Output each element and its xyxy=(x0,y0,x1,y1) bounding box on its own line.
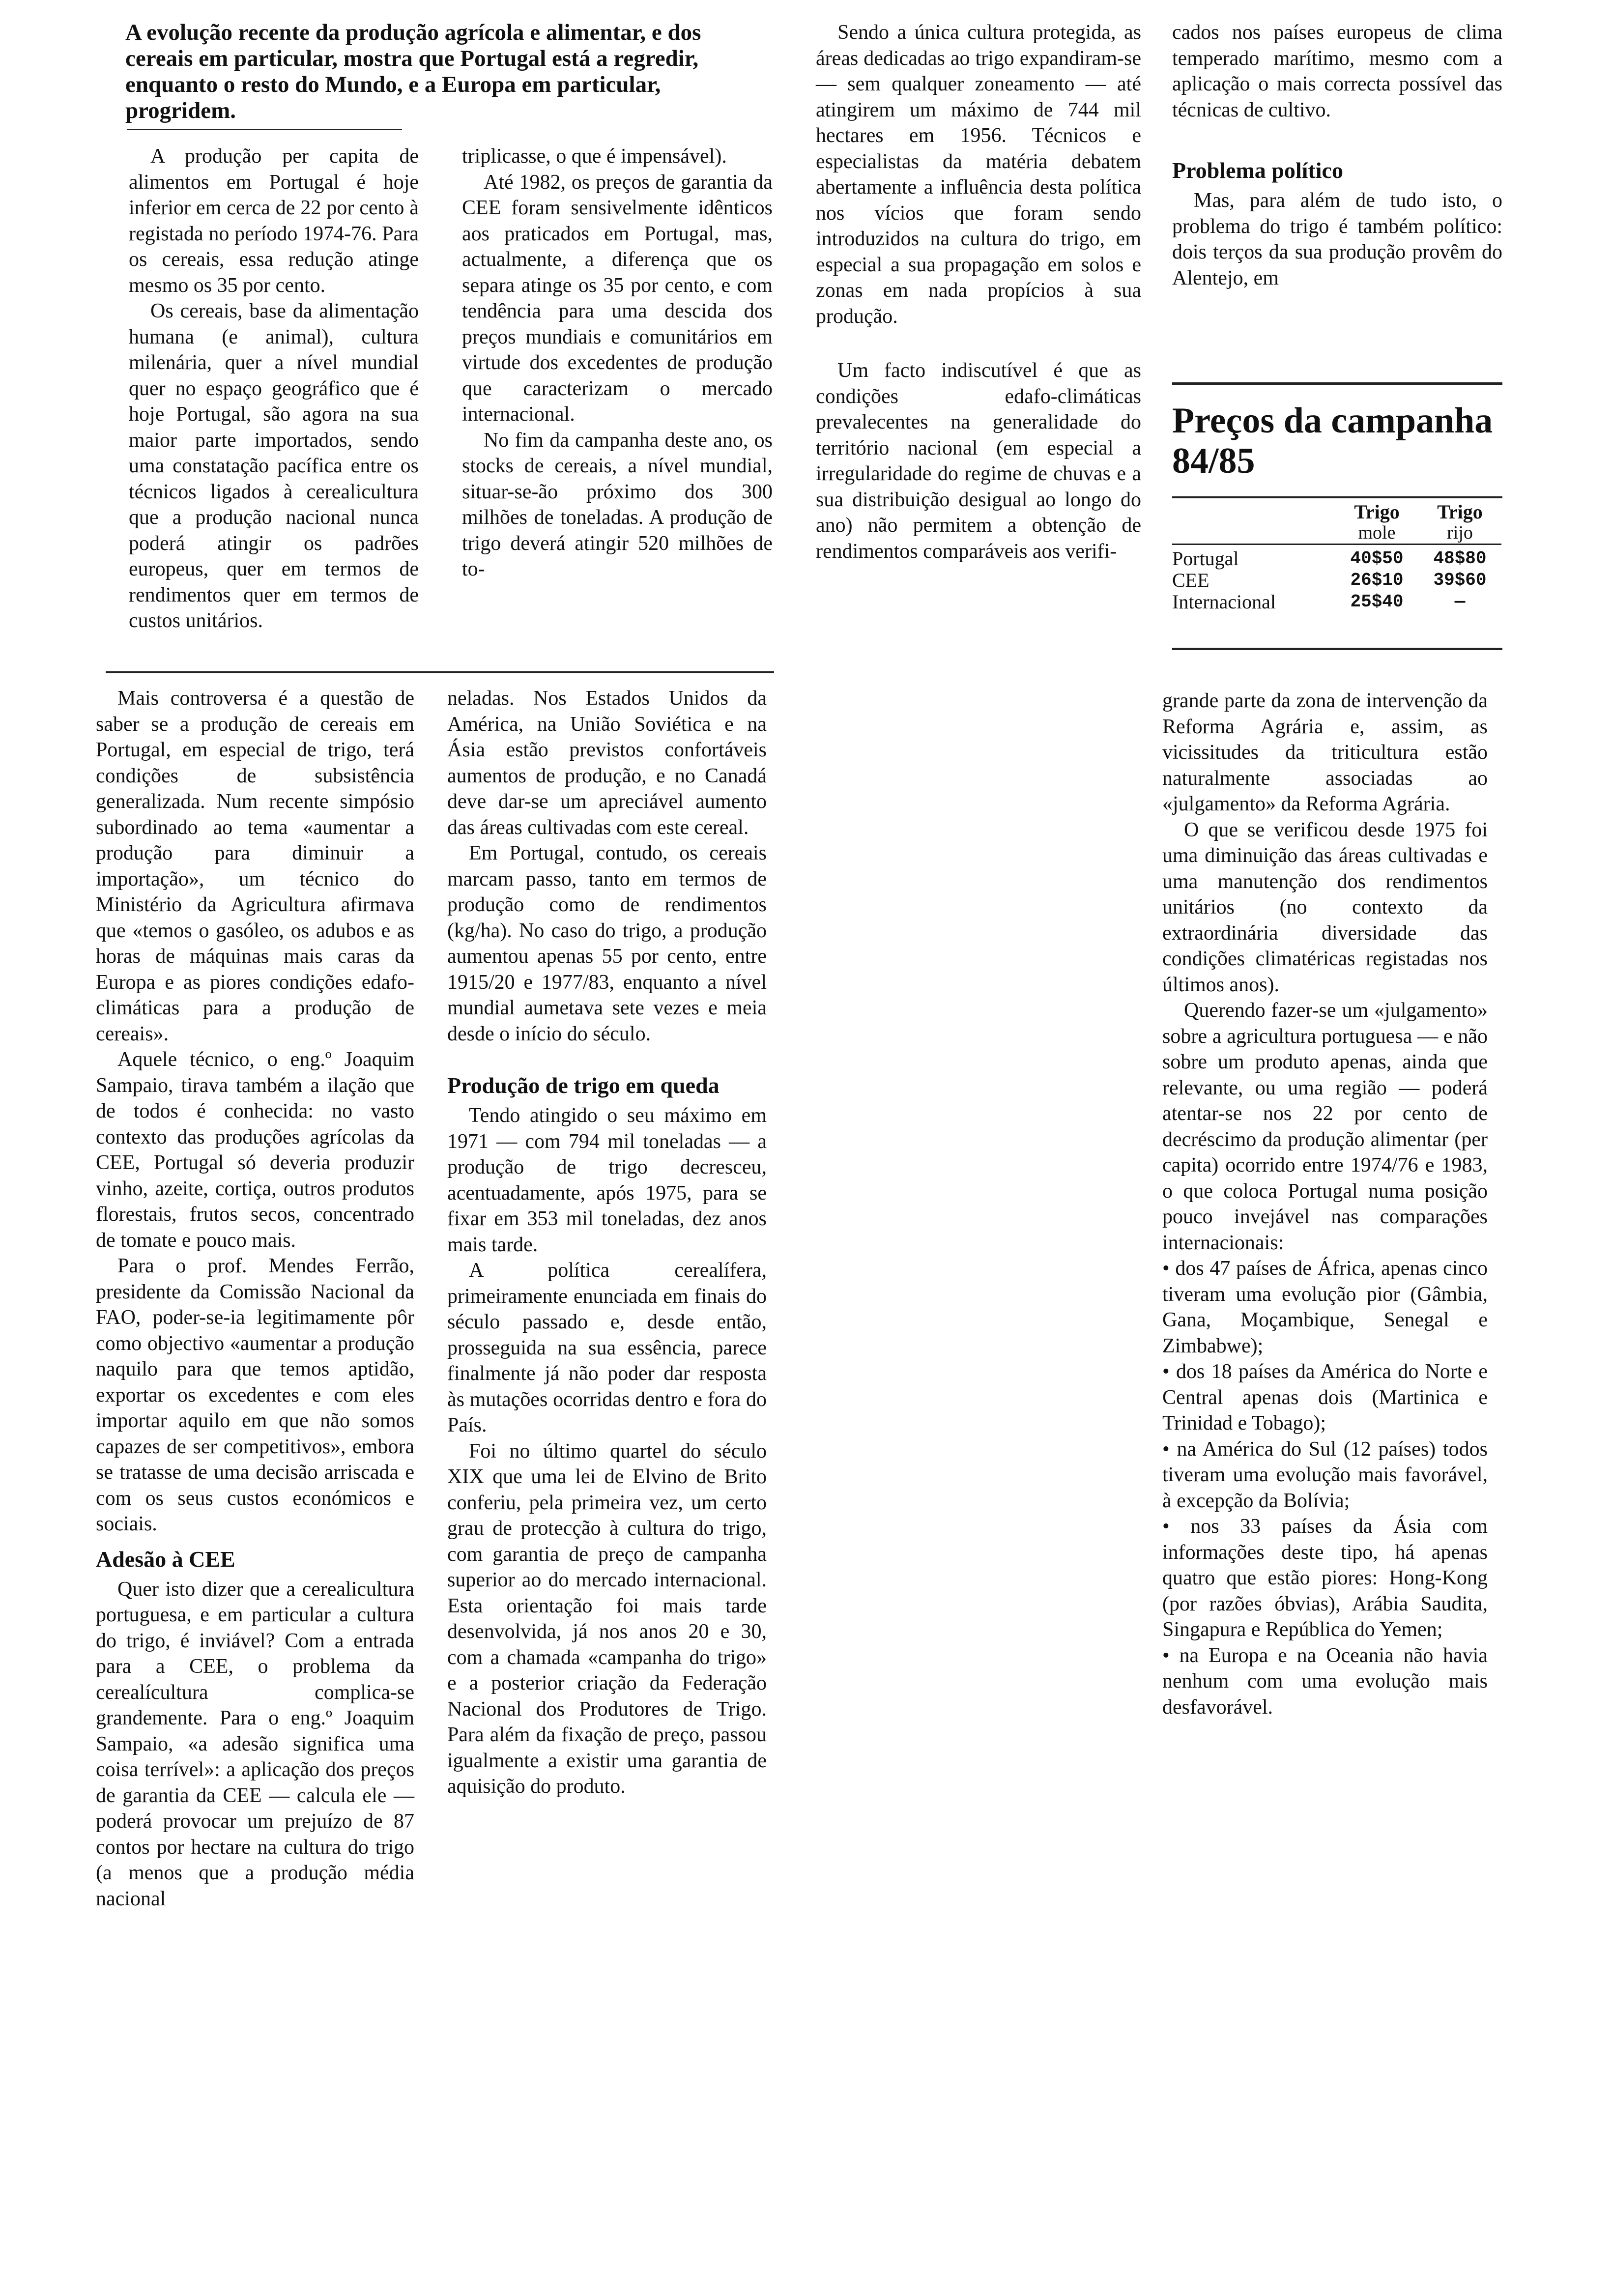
paragraph: Até 1982, os preços de garantia da CEE foram sensivelmente idênticos aos praticados em Portugal, mas, actualmente, a diferença que os separa atinge os 35 por cento, e com tendência para uma descida dos preços mundiais e comunitários em virtude dos excedentes de produção que caracterizam o mercado internacional. xyxy=(462,171,773,426)
paragraph: Querendo fazer-se um «julgamento» sobre a agricultura portuguesa — e não sobre um produto apenas, ainda que relevante, ou uma região — poderá atentar-se nos 22 por cento de decréscimo da produção alimentar (per capita) ocorrido entre 1974/76 e 1983, o que coloca Portugal numa posição pouco invejável nas comparações internacionais: xyxy=(1162,999,1488,1254)
column-1-top xyxy=(129,144,419,634)
paragraph: Em Portugal, contudo, os cereais marcam passo, tanto em termos de produção como de rendimentos (kg/ha). No caso do trigo, a produção aumentou apenas 55 por cento, entre 1915/20 e 1977/83, enquanto a nível mundial aumetava sete vezes e meia desde o início do século. xyxy=(447,842,767,1045)
paragraph: Um facto indiscutível é que as condições edafo-climáticas prevalecentes na generalidade do território nacional (em especial a irregularidade do regime de chuvas e a sua distribuição desigual ao longo do ano) não permitem a obtenção de rendimentos comparáveis aos verifi- xyxy=(816,359,1141,563)
bullet-item: • na América do Sul (12 países) todos tiveram uma evolução mais favorável, à excepção da Bolívia; xyxy=(1162,1437,1488,1512)
paragraph: Aquele técnico, o eng.º Joaquim Sampaio, tirava também a ilação que de todos é conhecida: no vasto contexto das produções agrícolas da CEE, Portugal só deveria produzir vinho, azeite, cortiça, outros produtos florestais, frutos secos, concentrado de tomate e pouco mais. xyxy=(96,1048,414,1252)
paragraph: Para o prof. Mendes Ferrão, presidente da Comissão Nacional da FAO, poder-se-ia legitimamente pôr como objectivo «aumentar a produção naquilo para que temos aptidão, exportar os excedentes e com eles importar aquilo em que não somos capazes de ser competitivos», embora se tratasse de uma decisão arriscada e com os seus custos económicos e sociais. xyxy=(96,1255,414,1535)
paragraph: O que se verificou desde 1975 foi uma diminuição das áreas cultivadas e uma manutenção dos rendimentos unitários (no contexto da extraordinária diversidade das condições climatéricas registadas nos últimos anos). xyxy=(1162,818,1488,996)
bullet-item: • na Europa e na Oceania não havia nenhum com uma evolução mais desfavorável. xyxy=(1162,1644,1488,1719)
paragraph: Quer isto dizer que a cerealicultura portuguesa, e em particular a cultura do trigo, é inviável? Com a entrada para a CEE, o problema da cerealícultura complica-se grandemente. Para o eng.º Joaquim Sampaio, «a adesão significa uma coisa terrível»: a aplicação dos preços de garantia da CEE — calcula ele — poderá provocar um prejuízo de 87 contos por hectare na cultura do trigo (a menos que a produção média nacional xyxy=(96,1578,414,1910)
paragraph: grande parte da zona de intervenção da Reforma Agrária e, assim, as vicissitudes da triticultura estão naturalmente associadas ao «julgamento» da Reforma Agrária. xyxy=(1162,689,1488,815)
paragraph: A política cerealífera, primeiramente enunciada em finais do século passado e, desde então, prosseguida na sua essência, parece finalmente já não poder dar resposta às mutações ocorridas dentro e fora do País. xyxy=(447,1259,767,1436)
section-heading: Adesão à CEE xyxy=(96,1546,235,1572)
box-bottom-rule xyxy=(1172,648,1502,650)
paragraph: Mas, para além de tudo isto, o problema do trigo é também político: dois terços da sua produção provêm do Alentejo, em xyxy=(1172,189,1502,289)
section-heading: Produção de trigo em queda xyxy=(447,1073,720,1098)
column-1-bottom xyxy=(96,686,414,1912)
table-row: CEE 26$10 39$60 xyxy=(1172,569,1487,591)
bullet-item: • dos 18 países da América do Norte e Central apenas dois (Martinica e Trinidad e Tobago); xyxy=(1162,1360,1488,1435)
column-3-top xyxy=(816,20,1141,564)
column-header: Trigo rijo xyxy=(1437,501,1483,543)
paragraph: Os cereais, base da alimentação humana (e animal), cultura milenária, quer a nível mundial quer no espaço geográfico que é hoje Portugal, são agora na sua maior parte importados, sendo uma constatação pacífica entre os técnicos ligados à cerealicultura que a produção nacional nunca poderá atingir os padrões europeus, quer em termos de rendimentos quer em termos de custos unitários. xyxy=(129,300,419,632)
paragraph: neladas. Nos Estados Unidos da América, na União Soviética e na Ásia estão previstos confortáveis aumentos de produção, e no Canadá deve dar-se um apreciável aumento das áreas cultivadas com este cereal. xyxy=(447,687,767,839)
table-row: Internacional 25$40 — xyxy=(1172,591,1466,613)
column-4-bottom xyxy=(1162,688,1488,1720)
paragraph: A produção per capita de alimentos em Portugal é hoje inferior em cerca de 22 por cento à registada no período 1974-76. Para os cereais, essa redução atinge mesmo os 35 por cento. xyxy=(129,145,419,297)
column-2-bottom xyxy=(447,686,767,1800)
bullet-item: • nos 33 países da Ásia com informações deste tipo, há apenas quatro que estão piores: Hong-Kong (por razões óbvias), Arábia Saudita, Singapura e República do Yemen; xyxy=(1162,1515,1488,1641)
column-header: Trigo mole xyxy=(1354,501,1400,543)
lead-underline xyxy=(127,129,402,130)
paragraph: triplicasse, o que é impensável). xyxy=(462,145,727,168)
bullet-item: • dos 47 países de África, apenas cinco tiveram uma evolução pior (Gâmbia, Gana, Moçambique, Senegal e Zimbabwe); xyxy=(1162,1257,1488,1357)
table-row: Portugal 40$50 48$80 xyxy=(1172,547,1487,570)
box-top-rule xyxy=(1172,382,1502,385)
paragraph: Sendo a única cultura protegida, as áreas dedicadas ao trigo expandiram-se — sem qualquer zoneamento — até atingirem um máximo de 744 mil hectares em 1956. Técnicos e especialistas da matéria debatem abertamente a influência desta política nos vícios que foram sendo introduzidos na cultura do trigo, em especial a sua propagação em solos e zonas em nada propícios à sua produção. xyxy=(816,21,1141,328)
column-4-top xyxy=(1172,20,1502,291)
price-table xyxy=(1172,501,1501,613)
lead-paragraph: A evolução recente da produção agrícola e alimentar, e dos cereais em particular, mostra que Portugal está a regredir, enquanto o resto do Mundo, e a Europa em particular, progridem. xyxy=(125,20,701,123)
paragraph: Foi no último quartel do século XIX que uma lei de Elvino de Brito conferiu, pela primeira vez, um certo grau de protecção à cultura do trigo, com garantia de preço de campanha superior ao do mercado internacional. Esta orientação foi mais tarde desenvolvida, já nos anos 20 e 30, com a chamada «campanha do trigo» e a posterior criação da Federação Nacional dos Produtores de Trigo. Para além da fixação de preço, passou igualmente a existir uma garantia de aquisição do produto. xyxy=(447,1439,767,1798)
paragraph: No fim da campanha deste ano, os stocks de cereais, a nível mundial, situar-se-ão próximo dos 300 milhões de toneladas. A produção de trigo deverá atingir 520 milhões de to- xyxy=(462,429,773,580)
column-2-top xyxy=(462,144,773,582)
box-title: Preços da campanha 84/85 xyxy=(1172,401,1493,481)
paragraph: cados nos países europeus de clima temperado marítimo, mesmo com a aplicação o mais correcta possível das técnicas de cultivo. xyxy=(1172,21,1502,121)
section-heading: Problema político xyxy=(1172,158,1343,183)
box-title-rule xyxy=(1172,496,1502,498)
section-separator xyxy=(106,671,774,673)
paragraph: Mais controversa é a questão de saber se a produção de cereais em Portugal, em especial de trigo, terá condições de subsistência generalizada. Num recente simpósio subordinado ao tema «aumentar a produção para diminuir a importação», um técnico do Ministério da Agricultura afirmava que «temos o gasóleo, os adubos e as horas de máquinas mais caras da Europa e as piores condições edafo-climáticas para a produção de cereais». xyxy=(96,687,414,1045)
paragraph: Tendo atingido o seu máximo em 1971 — com 794 mil toneladas — a produção de trigo decresceu, acentuadamente, após 1975, para se fixar em 353 mil toneladas, dez anos mais tarde. xyxy=(447,1104,767,1256)
